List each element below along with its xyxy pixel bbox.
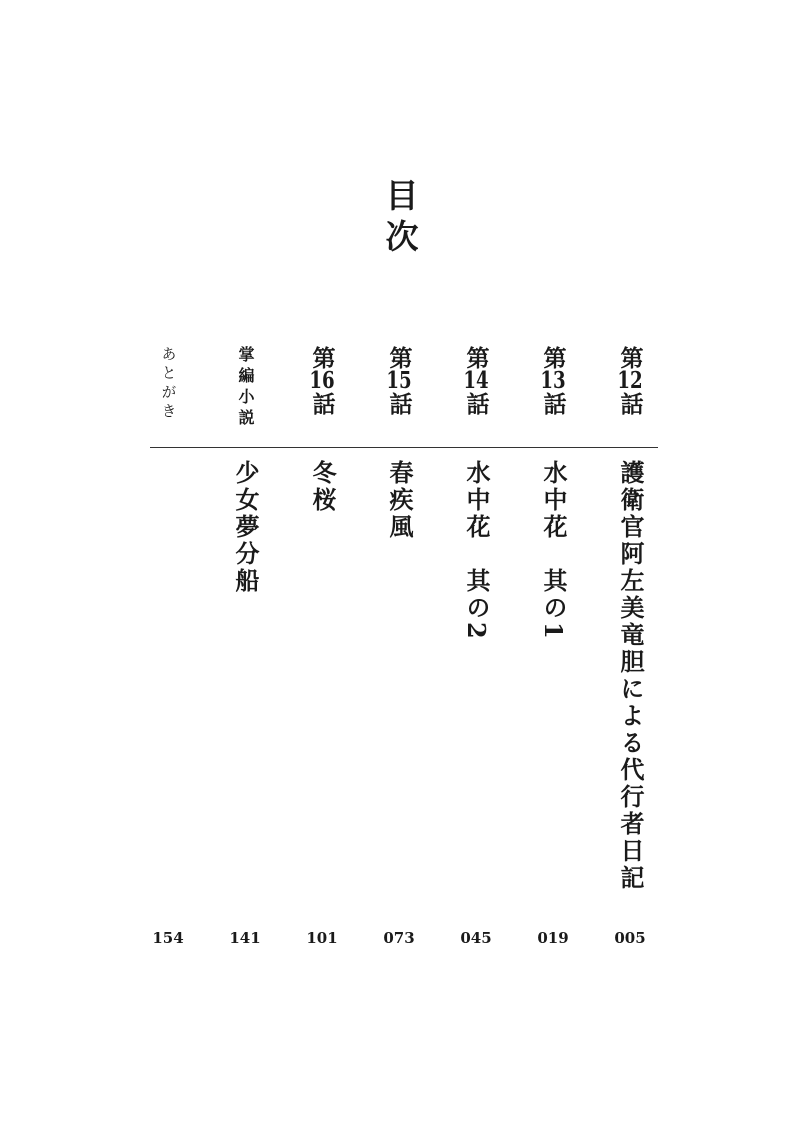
page-number: 101 xyxy=(306,929,338,947)
chapter-title: 春疾風 xyxy=(385,460,414,541)
entry-label: 第12話 xyxy=(616,346,644,415)
chapter-title: 少女夢分船 xyxy=(231,460,260,595)
divider-line xyxy=(150,447,658,448)
entry-label: 第15話 xyxy=(385,346,413,415)
page-number: 019 xyxy=(537,929,569,947)
page-title: 目次 xyxy=(380,178,420,260)
entry-label: 第14話 xyxy=(462,346,490,415)
page-number: 154 xyxy=(152,929,184,947)
page-number: 141 xyxy=(229,929,261,947)
entry-label: 第16話 xyxy=(308,346,336,415)
entry-label: 第13話 xyxy=(539,346,567,415)
chapter-title: 護衛官阿左美竜胆による代行者日記 xyxy=(616,460,645,892)
page-number: 005 xyxy=(614,929,646,947)
page-number: 073 xyxy=(383,929,415,947)
page-number: 045 xyxy=(460,929,492,947)
entry-label: あとがき xyxy=(159,346,178,422)
entry-label: 掌編小説 xyxy=(236,346,255,430)
chapter-title: 水中花 其の1 xyxy=(539,460,568,642)
chapter-title: 水中花 其の2 xyxy=(462,460,491,642)
chapter-title: 冬桜 xyxy=(308,460,337,514)
